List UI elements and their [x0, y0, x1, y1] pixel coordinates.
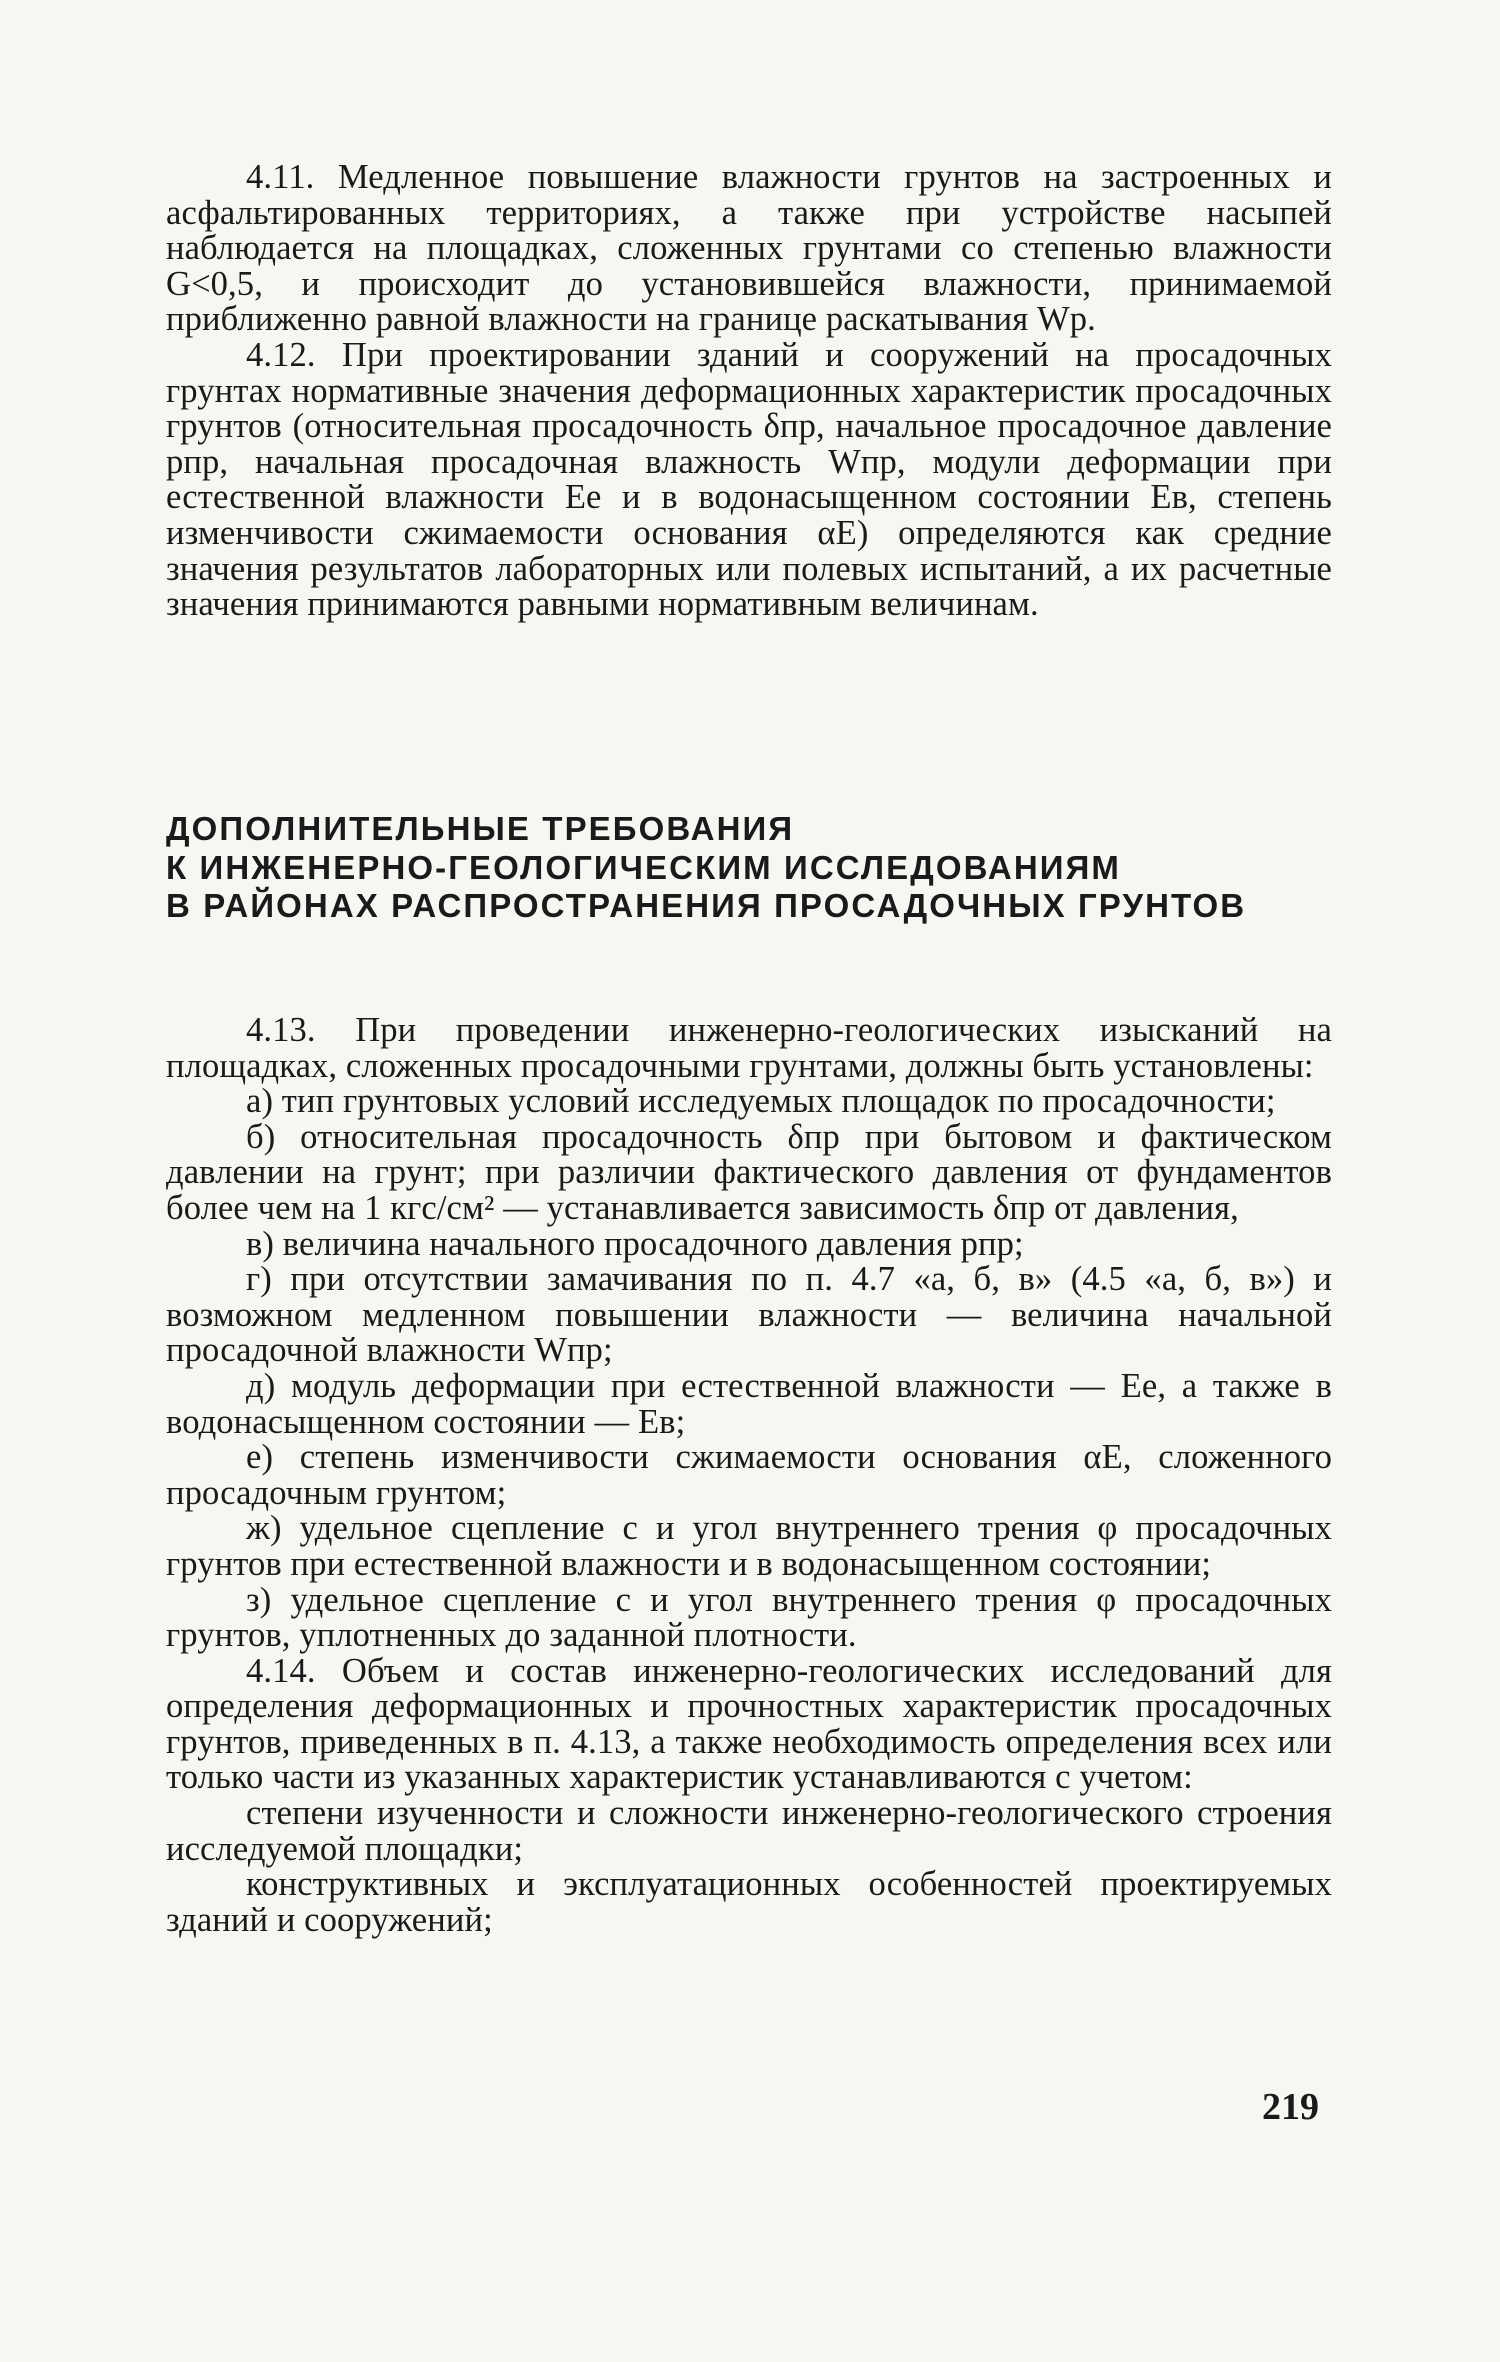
list-item-zh: ж) удельное сцепление c и угол внутреннего трения φ просадочных грунтов при естественной влажности и в водонасыщенном состоянии; [166, 1509, 1332, 1583]
paragraph-4-14: 4.14. Объем и состав инженерно-геологических исследований для определения деформационных и прочностных характеристик просадочных грунтов, приведенных в п. 4.13, а также необходимость определения всех или только части из указанных характеристик устанавливаются с учетом: [166, 1651, 1332, 1797]
list-item-design: конструктивных и эксплуатационных особенностей проектируемых зданий и сооружений; [166, 1865, 1332, 1939]
page-number: 219 [1262, 2086, 1319, 2128]
top-text-block [166, 160, 1332, 623]
list-item-g: г) при отсутствии замачивания по п. 4.7 «а, б, в» (4.5 «а, б, в») и возможном медленном повышении влажности — величина начальной просадочной влажности Wпр; [166, 1260, 1332, 1370]
section-heading [166, 810, 1332, 926]
heading-line: К ИНЖЕНЕРНО-ГЕОЛОГИЧЕСКИМ ИССЛЕДОВАНИЯМ [166, 848, 1121, 886]
list-item-b: б) относительная просадочность δпр при бытовом и фактическом давлении на грунт; при различии фактического давления от фундаментов более чем на 1 кгс/см² — устанавливается зависимость δпр от давления, [166, 1117, 1332, 1227]
paragraph-4-12: 4.12. При проектировании зданий и сооружений на просадочных грунтах нормативные значения деформационных характеристик просадочных грунтов (относительная просадочность δпр, начальное просадочное давление pпр, начальная просадочная влажность Wпр, модули деформации при естественной влажности Ee и в водонасыщенном состоянии Eв, степень изменчивости сжимаемости основания αE) определяются как средние значения результатов лабораторных или полевых испытаний, а их расчетные значения принимаются равными нормативным величинам. [166, 335, 1332, 624]
list-item-study: степени изученности и сложности инженерно-геологического строения исследуемой площадки; [166, 1794, 1332, 1868]
paragraph-4-13: 4.13. При проведении инженерно-геологических изысканий на площадках, сложенных просадочными грунтами, должны быть установлены: [166, 1011, 1332, 1085]
paragraph-4-11: 4.11. Медленное повышение влажности грунтов на застроенных и асфальтированных территориях, а также при устройстве насыпей наблюдается на площадках, сложенных грунтами со степенью влажности G<0,5, и происходит до установившейся влажности, принимаемой приближенно равной влажности на границе раскатывания Wp. [166, 158, 1332, 339]
heading-line: ДОПОЛНИТЕЛЬНЫЕ ТРЕБОВАНИЯ [166, 810, 795, 847]
heading-line: В РАЙОНАХ РАСПРОСТРАНЕНИЯ ПРОСАДОЧНЫХ ГРУНТОВ [166, 887, 1247, 924]
list-item-v: в) величина начального просадочного давления pпр; [246, 1224, 1024, 1263]
list-item-d: д) модуль деформации при естественной влажности — Ee, а также в водонасыщенном состоянии — Eв; [166, 1366, 1332, 1441]
bottom-text-block [166, 1013, 1332, 1938]
list-item-z: з) удельное сцепление c и угол внутреннего трения φ просадочных грунтов, уплотненных до заданной плотности. [166, 1580, 1332, 1655]
list-item-e: е) степень изменчивости сжимаемости основания αE, сложенного просадочным грунтом; [166, 1438, 1332, 1512]
list-item-a: а) тип грунтовых условий исследуемых площадок по просадочности; [246, 1082, 1276, 1121]
